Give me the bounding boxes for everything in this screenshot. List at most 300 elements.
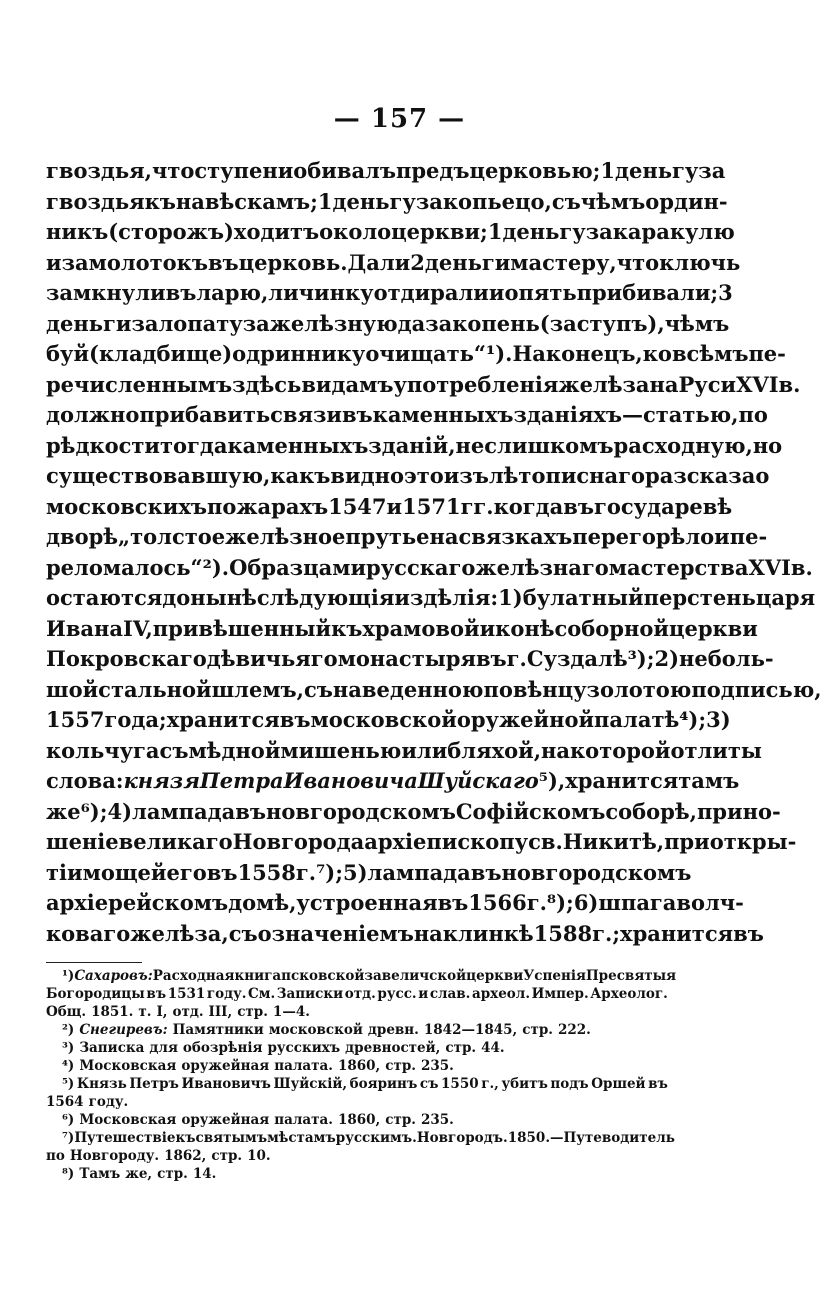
word: ко (642, 341, 672, 366)
word: г.; (592, 920, 621, 946)
word: неболь- (679, 646, 774, 671)
word: чѣмъ (664, 310, 730, 336)
word: за (242, 310, 270, 336)
word: Петра (199, 768, 284, 793)
word: государевѣ (593, 493, 733, 519)
word: перегорѣло (572, 524, 715, 549)
text-line (46, 248, 741, 279)
word: 2) (654, 646, 680, 671)
word: привѣшенный (152, 615, 332, 641)
word: ступени (194, 158, 294, 183)
word: на (541, 737, 571, 763)
word: въ (475, 646, 507, 671)
word: церковью; (469, 158, 601, 183)
word: лѣтописнаго (488, 463, 646, 488)
word: русскаго (366, 554, 476, 580)
word: 2 (410, 249, 425, 275)
word: „толстое (118, 524, 226, 549)
word: ¹). (486, 341, 513, 366)
word: царя (755, 585, 816, 610)
word: т. (138, 1004, 152, 1020)
word: Московская (79, 1112, 177, 1128)
word: гвоздья (46, 188, 145, 214)
text-line (46, 675, 822, 706)
word: какъ (270, 463, 331, 488)
word: Памятники (172, 1022, 264, 1038)
footnote-rule (46, 962, 142, 963)
word: статью, (642, 402, 739, 427)
word: должно (46, 402, 140, 427)
word: желѣза, (130, 920, 229, 946)
word: за (425, 310, 453, 336)
footnote-line (46, 1129, 675, 1147)
word: ⁷) (62, 1130, 75, 1146)
word: лампада (132, 798, 236, 824)
word: 1 (487, 219, 503, 244)
word: псковской (281, 968, 365, 984)
word: на (429, 524, 459, 549)
text-line (46, 553, 813, 584)
word: желѣза (558, 371, 650, 397)
word: древностей, (345, 1040, 441, 1056)
text-line (46, 888, 744, 919)
word: желѣзнаго (475, 554, 609, 580)
word: на (649, 371, 679, 397)
word: 1571 (402, 493, 461, 519)
word: оружейная (181, 1112, 270, 1128)
word: оружейная (181, 1058, 270, 1074)
word: которой (570, 737, 671, 763)
word: съ (419, 1076, 439, 1092)
word: желѣзную (269, 310, 398, 336)
word: зданій, (368, 432, 456, 458)
word: пе- (729, 524, 768, 549)
word: мѣстамъ (267, 1130, 336, 1146)
word: стр. (385, 1112, 416, 1128)
word: ³) (62, 1040, 75, 1056)
word: Записка (79, 1040, 145, 1056)
word: видамъ (301, 371, 394, 397)
word: XVI (736, 371, 779, 397)
footnote-line (46, 1147, 668, 1165)
word: домѣ, (228, 890, 297, 915)
word: ⁸) (62, 1166, 75, 1182)
word: издѣлія: (394, 585, 499, 610)
word: г. (295, 859, 317, 885)
word: 1—4. (272, 1004, 310, 1020)
word: слова: (46, 768, 124, 793)
text-line (46, 492, 733, 523)
word: къ (175, 1130, 196, 1146)
footnotes (46, 967, 677, 1183)
word: и (46, 249, 62, 275)
word: 235. (420, 1058, 454, 1074)
word: за (61, 249, 89, 275)
word: Оршей (591, 1076, 646, 1092)
word: московскихъ (46, 493, 207, 519)
text-line (46, 919, 764, 950)
word: прутье (345, 524, 430, 549)
word: 6) (573, 890, 599, 915)
word: деньгу (332, 188, 416, 214)
word: около (319, 219, 392, 244)
word: расходную, (613, 432, 753, 458)
word: шлемъ, (211, 676, 304, 702)
word: обивалъ (293, 158, 396, 183)
word: новгородскомъ (265, 798, 456, 824)
word: палата. (274, 1058, 333, 1074)
word: ⁵) (62, 1076, 75, 1092)
word: донынѣ (162, 585, 257, 610)
text-line (46, 156, 726, 187)
word: тіи (46, 859, 83, 885)
word: Образцами (229, 554, 367, 580)
word: мощей (82, 859, 167, 885)
text-line (46, 705, 731, 736)
word: отд. (172, 1004, 204, 1020)
word: ⁶) (62, 1112, 75, 1128)
word: гвоздья, (46, 158, 152, 183)
text-line (46, 736, 762, 767)
word: завеличской (364, 968, 467, 984)
word: чѣмъ (580, 188, 646, 214)
word: ⁵), (538, 768, 566, 793)
word: Снегиревъ: (79, 1022, 168, 1038)
word: предъ (395, 158, 470, 183)
word: лопату (158, 310, 243, 336)
text-line (46, 858, 692, 889)
word: въ (235, 798, 266, 824)
word: ларю, (196, 280, 269, 305)
word: мѣдной (188, 737, 281, 763)
word: 1842—1845, (423, 1022, 518, 1038)
word: замкнули (46, 280, 166, 305)
word: съ (159, 737, 189, 763)
word: при (664, 829, 710, 854)
word: одриннику (232, 341, 366, 366)
word: видно (330, 463, 404, 488)
word: — (621, 402, 643, 427)
word: по (738, 402, 768, 427)
word: перстень (643, 585, 756, 610)
word: Новгорода (232, 829, 365, 854)
text-line (46, 370, 801, 401)
word: Руси (678, 371, 737, 397)
word: ордин- (645, 188, 728, 214)
word: соборной (554, 615, 669, 641)
word: 1558 (237, 859, 296, 885)
word: 1 (317, 188, 333, 214)
footnote-line (46, 1165, 668, 1183)
word: Богородицы (46, 986, 145, 1002)
page-number: — 157 — (333, 104, 466, 134)
word: Новгороду. (69, 1148, 160, 1164)
word: Ивановича (283, 768, 418, 793)
word: копьецо, (442, 188, 552, 214)
word: шеніе (46, 829, 119, 854)
word: Никитѣ, (562, 829, 665, 854)
word: буй (46, 341, 90, 366)
word: слишкомъ (484, 432, 614, 458)
word: или (401, 737, 448, 763)
word: книга (234, 968, 282, 984)
word: I, (156, 1004, 168, 1020)
word: Путешествіе (74, 1130, 176, 1146)
word: обозрѣнія (182, 1040, 263, 1056)
footnote-line (46, 1021, 668, 1039)
word: по (46, 1148, 65, 1164)
word: опять (504, 280, 577, 305)
word: Сахаровъ: (74, 968, 153, 984)
word: иконѣ (479, 615, 555, 641)
footnote-line (46, 1003, 668, 1021)
word: стр. (522, 1022, 553, 1038)
word: хранится (565, 768, 679, 793)
main-text (46, 156, 822, 949)
word: 235. (420, 1112, 454, 1128)
text-line (46, 583, 816, 614)
word: клинкѣ (442, 920, 534, 946)
word: московской (310, 707, 457, 732)
word: отлиты (670, 737, 762, 763)
word: 1860, (337, 1058, 381, 1074)
word: булатный (522, 585, 644, 610)
word: же (46, 798, 81, 824)
word: 3 (718, 280, 733, 305)
text-line (46, 797, 781, 828)
word: 1850.—Путеводитель (507, 1130, 675, 1146)
word: деньги (424, 249, 511, 275)
word: 3) (706, 707, 731, 732)
word: стр. (445, 1040, 477, 1056)
word: стр. (157, 1166, 188, 1182)
footnote-line (46, 1039, 668, 1057)
word: г. (506, 646, 527, 671)
word: археол. (471, 986, 531, 1002)
word: откры- (709, 829, 797, 854)
word: не (455, 432, 485, 458)
word: русскимъ. (335, 1130, 417, 1146)
word: Шуйскаго (417, 768, 539, 793)
word: Князь (76, 1076, 127, 1092)
word: подписью, (691, 676, 822, 702)
word: навѣскамъ; (175, 188, 318, 214)
word: шой (46, 676, 99, 702)
word: каменныхъ (372, 402, 514, 427)
word: и (418, 986, 429, 1002)
word: мастеру, (510, 249, 617, 275)
word: Новгородъ. (416, 1130, 508, 1146)
word: ⁷); (316, 859, 343, 885)
text-line (46, 187, 728, 218)
text-line (46, 614, 758, 645)
word: здѣсь (232, 371, 302, 397)
word: (кладбище) (89, 341, 233, 366)
word: же, (125, 1166, 153, 1182)
word: съ (303, 676, 333, 702)
word: Импер. (531, 986, 589, 1002)
word: это (403, 463, 444, 488)
word: въ (733, 920, 764, 946)
word: русскихъ (267, 1040, 341, 1056)
word: ⁶); (80, 798, 108, 824)
word: употребленія (393, 371, 559, 397)
word: года; (104, 707, 167, 732)
word: 1 (600, 158, 615, 183)
word: в. (790, 554, 813, 580)
word: ⁸); (546, 890, 574, 915)
word: оружейной (456, 707, 595, 732)
word: Суздалѣ (526, 646, 628, 671)
word: наведенною (332, 676, 484, 702)
word: остаются (46, 585, 163, 610)
word: 44. (481, 1040, 505, 1056)
word: 1851. (91, 1004, 134, 1020)
word: зданіяхъ (513, 402, 622, 427)
word: волч- (676, 890, 744, 915)
word: Общ. (46, 1004, 87, 1020)
word: деньгу (502, 219, 586, 244)
word: въ (341, 402, 373, 427)
word: Шуйскій, (273, 1076, 348, 1092)
word: и (714, 524, 730, 549)
text-line (46, 827, 797, 858)
word: о (755, 463, 770, 488)
word: пожарахъ (206, 493, 329, 519)
word: бояринъ (349, 1076, 418, 1092)
word: въ (207, 249, 239, 275)
word: (сторожъ) (108, 219, 234, 244)
word: стальной (98, 676, 212, 702)
word: каменныхъ (227, 432, 369, 458)
word: соборѣ, (605, 798, 697, 824)
word: в. (778, 371, 801, 397)
word: прибавить (139, 402, 271, 427)
word: убитъ (501, 1076, 548, 1092)
word: и (386, 493, 403, 519)
word: Петръ (129, 1076, 179, 1092)
word: устроенная (296, 890, 438, 915)
word: за (131, 310, 159, 336)
word: 1566 (468, 890, 527, 915)
word: 14. (192, 1166, 217, 1182)
word: архіерейскомъ (46, 890, 229, 915)
word: году. (88, 1094, 129, 1110)
word: съ (551, 188, 581, 214)
word: Археолог. (590, 986, 668, 1002)
word: слав. (429, 986, 471, 1002)
word: съ (228, 920, 258, 946)
word: Успенія (523, 968, 586, 984)
text-line (46, 217, 735, 248)
word: храмовой (362, 615, 480, 641)
word: ²). (202, 554, 230, 580)
word: 1) (498, 585, 523, 610)
word: монастыря (337, 646, 476, 671)
word: въ (648, 1076, 668, 1092)
word: г. (526, 890, 547, 915)
word: Пресвятыя (585, 968, 677, 984)
word: каракулю (612, 219, 735, 244)
word: очищать“ (365, 341, 486, 366)
word: въ (279, 707, 311, 732)
footnote-line (46, 1111, 668, 1129)
word: за (585, 219, 613, 244)
word: разсказа (645, 463, 756, 488)
word: русс. (377, 986, 417, 1002)
word: и (488, 280, 505, 305)
word: слѣдующія (256, 585, 395, 610)
word: IV, (123, 615, 153, 641)
word: 1550 (441, 1076, 479, 1092)
word: ключь (659, 249, 741, 275)
text-line (46, 644, 774, 675)
word: Московская (79, 1058, 177, 1074)
word: хранится (620, 920, 734, 946)
word: молотокъ (88, 249, 208, 275)
word: дворѣ (46, 524, 119, 549)
word: святымъ (195, 1130, 268, 1146)
word: 222. (557, 1022, 591, 1038)
word: деньгу (615, 158, 699, 183)
footnote-line (46, 1075, 668, 1093)
word: г., (481, 1076, 499, 1092)
word: въ (165, 280, 197, 305)
word: ходитъ (233, 219, 320, 244)
word: 1860, (337, 1112, 381, 1128)
word: речисленнымъ (46, 371, 233, 397)
word: связкахъ (458, 524, 573, 549)
word: да (397, 310, 426, 336)
word: палатѣ (594, 707, 680, 732)
footnote-line (46, 985, 668, 1003)
word: (заступъ), (539, 310, 665, 336)
word: ³); (627, 646, 655, 671)
word: существовавшую, (46, 463, 271, 488)
word: московской (268, 1022, 363, 1038)
word: Расходная (152, 968, 235, 984)
word: бляхой, (447, 737, 542, 763)
word: къ (144, 188, 176, 214)
word: тогда (160, 432, 228, 458)
word: архіепископу (364, 829, 529, 854)
word: ²) (62, 1022, 75, 1038)
word: стр. (237, 1004, 268, 1020)
word: когда (493, 493, 564, 519)
footnote-line (46, 1057, 668, 1075)
word: ⁴) (62, 1058, 75, 1074)
word: реломалось“ (46, 554, 203, 580)
word: изъ (443, 463, 489, 488)
word: ⁴); (679, 707, 707, 732)
word: желѣзное (225, 524, 346, 549)
word: Ивановичъ (181, 1076, 271, 1092)
word: шпага (598, 890, 677, 915)
word: рѣдкости (46, 432, 160, 458)
word: Записки (276, 986, 344, 1002)
word: мишенью (280, 737, 402, 763)
word: за (415, 188, 443, 214)
text-line (46, 461, 770, 492)
word: церкви (668, 615, 758, 641)
word: по (483, 676, 513, 702)
word: 5) (342, 859, 368, 885)
word: въ (563, 493, 594, 519)
word: 1557 (46, 707, 105, 732)
word: но (752, 432, 783, 458)
word: церкви (466, 968, 524, 984)
word: прибивали; (576, 280, 719, 305)
